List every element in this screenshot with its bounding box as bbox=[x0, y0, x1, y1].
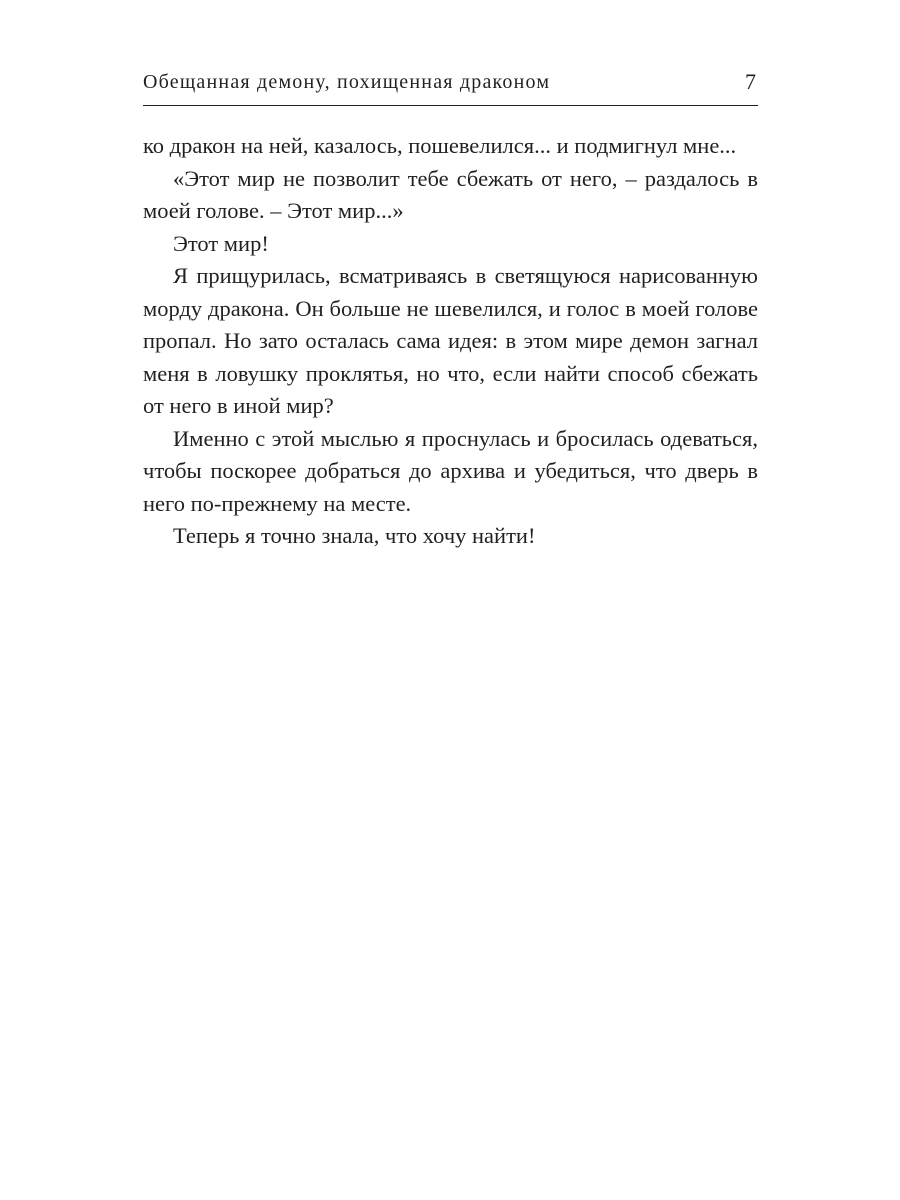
paragraph-knew: Теперь я точно знала, что хочу найти! bbox=[173, 523, 536, 548]
paragraph-dragon-voice: «Этот мир не позволит тебе сбежать от него, – раздалось в моей голове. – Этот мир...» bbox=[143, 165, 758, 223]
page-number: 7 bbox=[745, 69, 756, 94]
body-text bbox=[143, 130, 758, 553]
running-title: Обещанная демону, похищенная драконом bbox=[143, 71, 551, 93]
paragraph-idea: Я прищурилась, всматриваясь в светящуюся нарисованную морду дракона. Он больше не шевелился, и голос в моей голове пропал. Но зато осталась сама идея: в этом мире демон загнал меня в ловушку проклятья, но что, если найти способ сбежать от него в иной мир? bbox=[143, 263, 758, 418]
header-divider bbox=[143, 105, 758, 106]
running-header bbox=[143, 66, 758, 98]
paragraph-this-world: Этот мир! bbox=[173, 230, 269, 256]
paragraph-woke-up: Именно с этой мыслью я проснулась и бросилась одеваться, чтобы поскорее добраться до архива и убедиться, что дверь в него по-прежнему на месте. bbox=[143, 425, 758, 516]
paragraph-continuation: ко дракон на ней, казалось, пошевелился... и подмигнул мне... bbox=[143, 133, 737, 158]
